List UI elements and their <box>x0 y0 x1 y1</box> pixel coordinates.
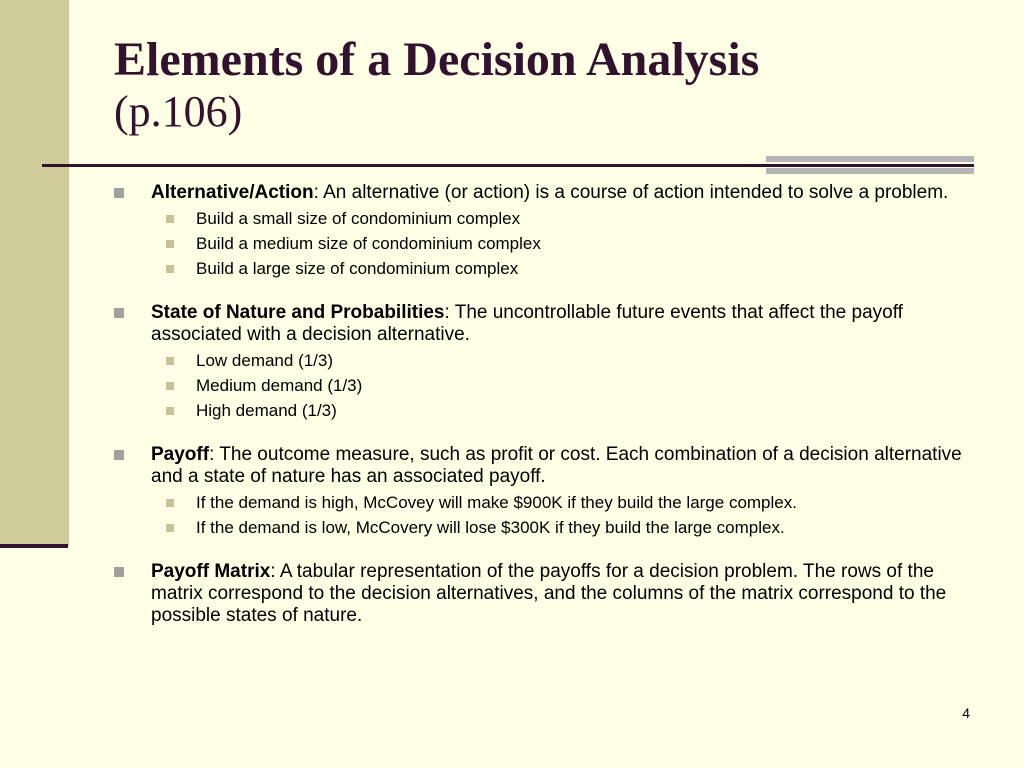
bullet-item <box>114 561 974 627</box>
gray-bar <box>766 168 974 174</box>
left-divider-line <box>68 0 69 546</box>
square-bullet-icon <box>166 215 174 223</box>
square-bullet-icon <box>166 265 174 273</box>
bullet-text: : An alternative (or action) is a course of action intended to solve a problem. <box>313 182 949 203</box>
sub-bullet-item <box>114 209 974 229</box>
bullet-item <box>114 302 974 346</box>
square-bullet-icon <box>166 407 174 415</box>
slide-content <box>114 182 974 650</box>
sub-bullet-item <box>114 234 974 254</box>
sub-bullet-item <box>114 493 974 513</box>
square-bullet-icon <box>166 499 174 507</box>
slide-number: 4 <box>962 705 970 721</box>
section-state-of-nature <box>114 302 974 421</box>
bullet-item <box>114 182 974 204</box>
sub-bullet-text: If the demand is low, McCovery will lose $300K if they build the large complex. <box>196 518 785 537</box>
left-decorative-bar <box>0 0 68 546</box>
slide-title <box>114 34 994 138</box>
sub-bullet-text: Build a small size of condominium complex <box>196 209 521 228</box>
gray-bar <box>766 156 974 162</box>
decorative-gray-bars <box>766 156 974 180</box>
bullet-term: Alternative/Action <box>151 182 314 203</box>
section-payoff <box>114 444 974 538</box>
sub-bullet-item <box>114 351 974 371</box>
sub-bullet-text: Build a large size of condominium complex <box>196 259 519 278</box>
sub-bullet-text: Build a medium size of condominium complex <box>196 234 541 253</box>
square-bullet-icon <box>166 382 174 390</box>
sub-bullet-text: If the demand is high, McCovey will make $900K if they build the large complex. <box>196 493 797 512</box>
square-bullet-icon <box>166 524 174 532</box>
square-bullet-icon <box>114 450 124 460</box>
sub-bullet-item <box>114 401 974 421</box>
square-bullet-icon <box>114 188 124 198</box>
section-alternative-action <box>114 182 974 279</box>
square-bullet-icon <box>114 567 124 577</box>
bullet-item <box>114 444 974 488</box>
sub-bullet-item <box>114 376 974 396</box>
sub-bullet-text: Medium demand (1/3) <box>196 376 363 395</box>
slide-title-page-ref: (p.106) <box>114 87 243 136</box>
left-bar-accent-line <box>0 544 68 548</box>
bullet-text: : The outcome measure, such as profit or cost. Each combination of a decision alternative and a state of nature has an associated payoff. <box>151 444 962 487</box>
square-bullet-icon <box>166 357 174 365</box>
sub-bullet-text: Low demand (1/3) <box>196 351 334 370</box>
bullet-text: : A tabular representation of the payoffs for a decision problem. The rows of the matrix correspond to the decision alternatives, and the columns of the matrix correspond to the possible states of nature. <box>151 561 947 626</box>
sub-bullet-text: High demand (1/3) <box>196 401 337 420</box>
bullet-term: State of Nature and Probabilities <box>151 302 445 323</box>
slide-title-main: Elements of a Decision Analysis <box>114 33 760 86</box>
bullet-term: Payoff <box>151 444 210 465</box>
bullet-text: : The uncontrollable future events that affect the payoff associated with a decision alternative. <box>151 302 903 345</box>
sub-bullet-item <box>114 259 974 279</box>
sub-bullet-item <box>114 518 974 538</box>
square-bullet-icon <box>114 308 124 318</box>
bullet-term: Payoff Matrix <box>151 561 271 582</box>
section-payoff-matrix <box>114 561 974 627</box>
square-bullet-icon <box>166 240 174 248</box>
